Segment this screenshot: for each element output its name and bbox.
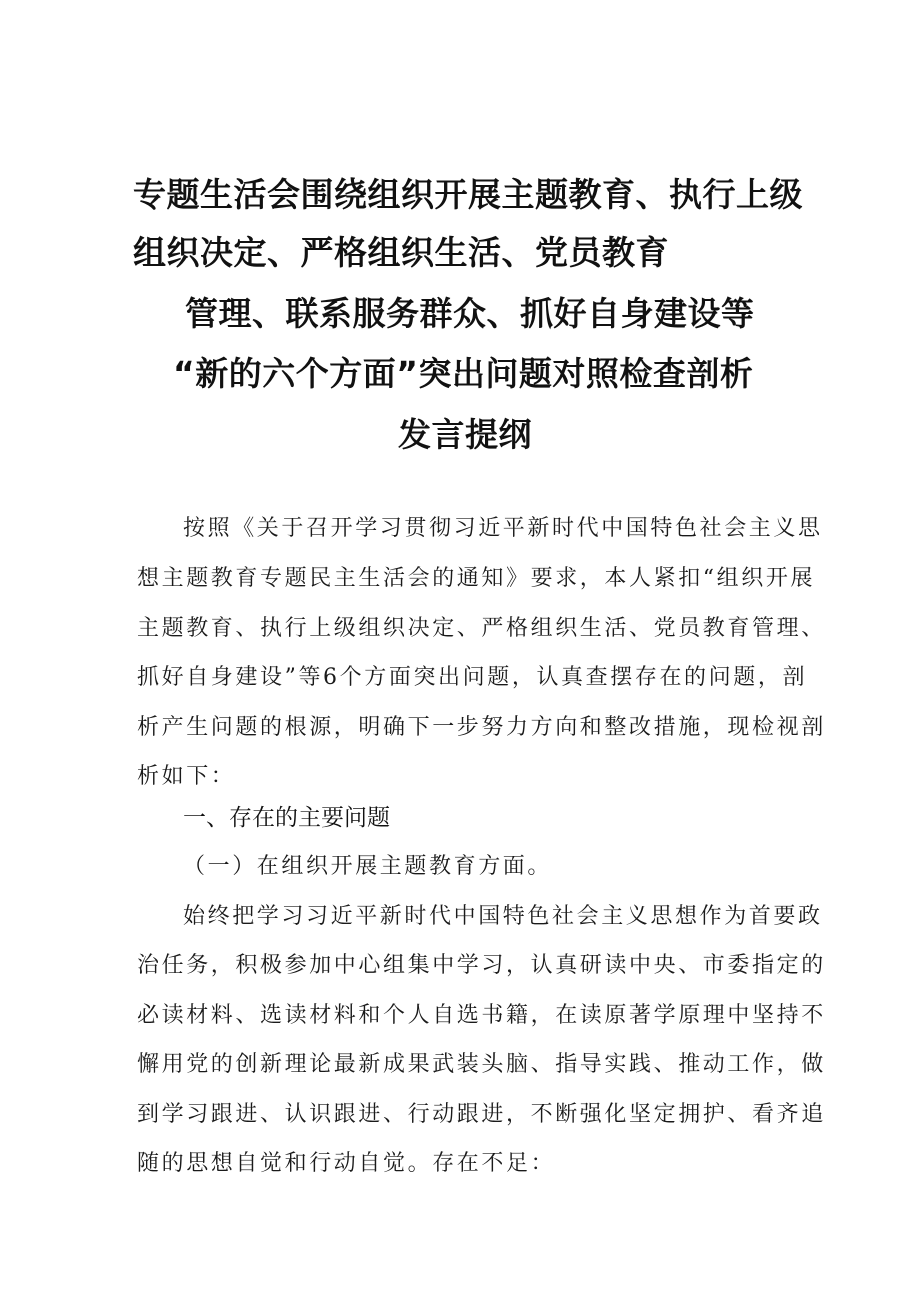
subsection-heading: （一）在组织开展主题教育方面。 — [183, 854, 553, 879]
title-line-4: “新的六个方面”突出问题对照检查剖析 — [173, 354, 754, 393]
title-line-2: 组织决定、严格组织生活、党员教育 — [133, 233, 669, 272]
body-line-5: 到学习跟进、认识跟进、行动跟进，不断强化坚定拥护、看齐追 — [137, 1102, 826, 1127]
section-heading: 一、存在的主要问题 — [183, 805, 390, 831]
intro-line-4: 抓好自身建设”等6个方面突出问题，认真查摆存在的问题，剖 — [137, 665, 808, 690]
title-line-1: 专题生活会围绕组织开展主题教育、执行上级 — [133, 175, 803, 214]
body-line-1: 始终把学习习近平新时代中国特色社会主义思想作为首要政 — [183, 904, 823, 929]
intro-line-1: 按照《关于召开学习贯彻习近平新时代中国特色社会主义思 — [183, 516, 823, 541]
body-line-6: 随的思想自觉和行动自觉。存在不足： — [137, 1151, 556, 1176]
body-line-4: 懈用党的创新理论最新成果武装头脑、指导实践、推动工作，做 — [137, 1052, 826, 1077]
body-line-2: 治任务，积极参加中心组集中学习，认真研读中央、市委指定的 — [137, 953, 826, 978]
intro-line-3: 主题教育、执行上级组织决定、严格组织生活、党员教育管理、 — [137, 616, 826, 641]
intro-line-2: 想主题教育专题民主生活会的通知》要求，本人紧扣“组织开展 — [137, 566, 816, 591]
body-line-3: 必读材料、选读材料和个人自选书籍，在读原著学原理中坚持不 — [137, 1003, 826, 1028]
intro-line-6: 析如下： — [137, 764, 236, 789]
title-line-5: 发言提纲 — [398, 415, 532, 454]
title-line-3: 管理、联系服务群众、抓好自身建设等 — [185, 294, 755, 333]
intro-line-5: 析产生问题的根源，明确下一步努力方向和整改措施，现检视剖 — [137, 715, 826, 740]
